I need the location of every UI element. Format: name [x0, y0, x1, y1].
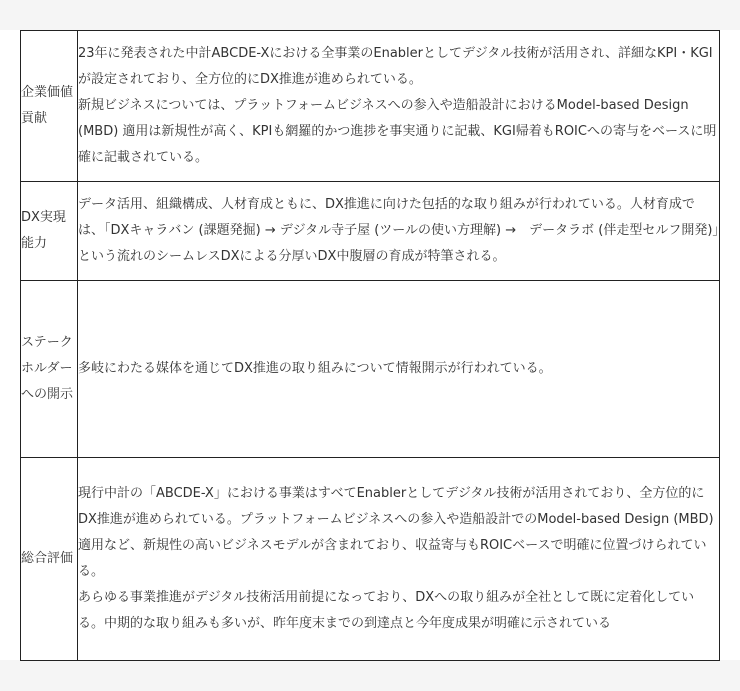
document-page: [0, 30, 740, 660]
evaluation-table: [20, 30, 720, 661]
table-row: [21, 31, 720, 182]
paragraph: 多岐にわたる媒体を通じてDX推進の取り組みについて情報開示が行われている。: [78, 361, 552, 376]
row-content-dx-capability: [78, 182, 720, 281]
row-content-stakeholder-disclosure: [78, 281, 720, 458]
table-row: [21, 281, 720, 458]
paragraph: 23年に発表された中計ABCDE-Xにおける全事業のEnablerとしてデジタル技術が活用され、詳細なKPI・KGIが設定されており、全方位的にDX推進が進められている。: [78, 46, 713, 87]
paragraph: 現行中計の「ABCDE-X」における事業はすべてEnablerとしてデジタル技術が活用されており、全方位的にDX推進が進められている。プラットフォームビジネスへの参入や造船設計でのModel-based Design (MBD) 適用など、新規性の高いビジネスモデルが含まれており、収益寄与もROICベースで明確に位置づけられている。: [78, 486, 714, 579]
row-label-stakeholder-disclosure: ステークホルダーへの開示: [21, 281, 78, 458]
row-label-overall-evaluation: 総合評価: [21, 458, 78, 661]
paragraph: あらゆる事業推進がデジタル技術活用前提になっており、DXへの取り組みが全社として既に定着化している。中期的な取り組みも多いが、昨年度末までの到達点と今年度成果が明確に示されている: [78, 590, 695, 631]
table-row: [21, 458, 720, 661]
table-row: [21, 182, 720, 281]
paragraph: データ活用、組織構成、人材育成ともに、DX推進に向けた包括的な取り組みが行われている。人材育成では、「DXキャラバン (課題発掘) → デジタル寺子屋 (ツールの使い方理解) → データラボ (伴走型セルフ開発)」という流れのシームレスDXによる分厚いDX中腹層の育成が特筆される。: [78, 197, 719, 264]
paragraph: 新規ビジネスについては、プラットフォームビジネスへの参入や造船設計におけるModel-based Design (MBD) 適用は新規性が高く、KPIも網羅的かつ進捗を事実通りに記載、KGI帰着もROICへの寄与をベースに明確に記載されている。: [78, 98, 717, 165]
row-content-overall-evaluation: [78, 458, 720, 661]
row-label-corporate-value: 企業価値貢献: [21, 31, 78, 182]
row-label-dx-capability: DX実現能力: [21, 182, 78, 281]
row-content-corporate-value: [78, 31, 720, 182]
